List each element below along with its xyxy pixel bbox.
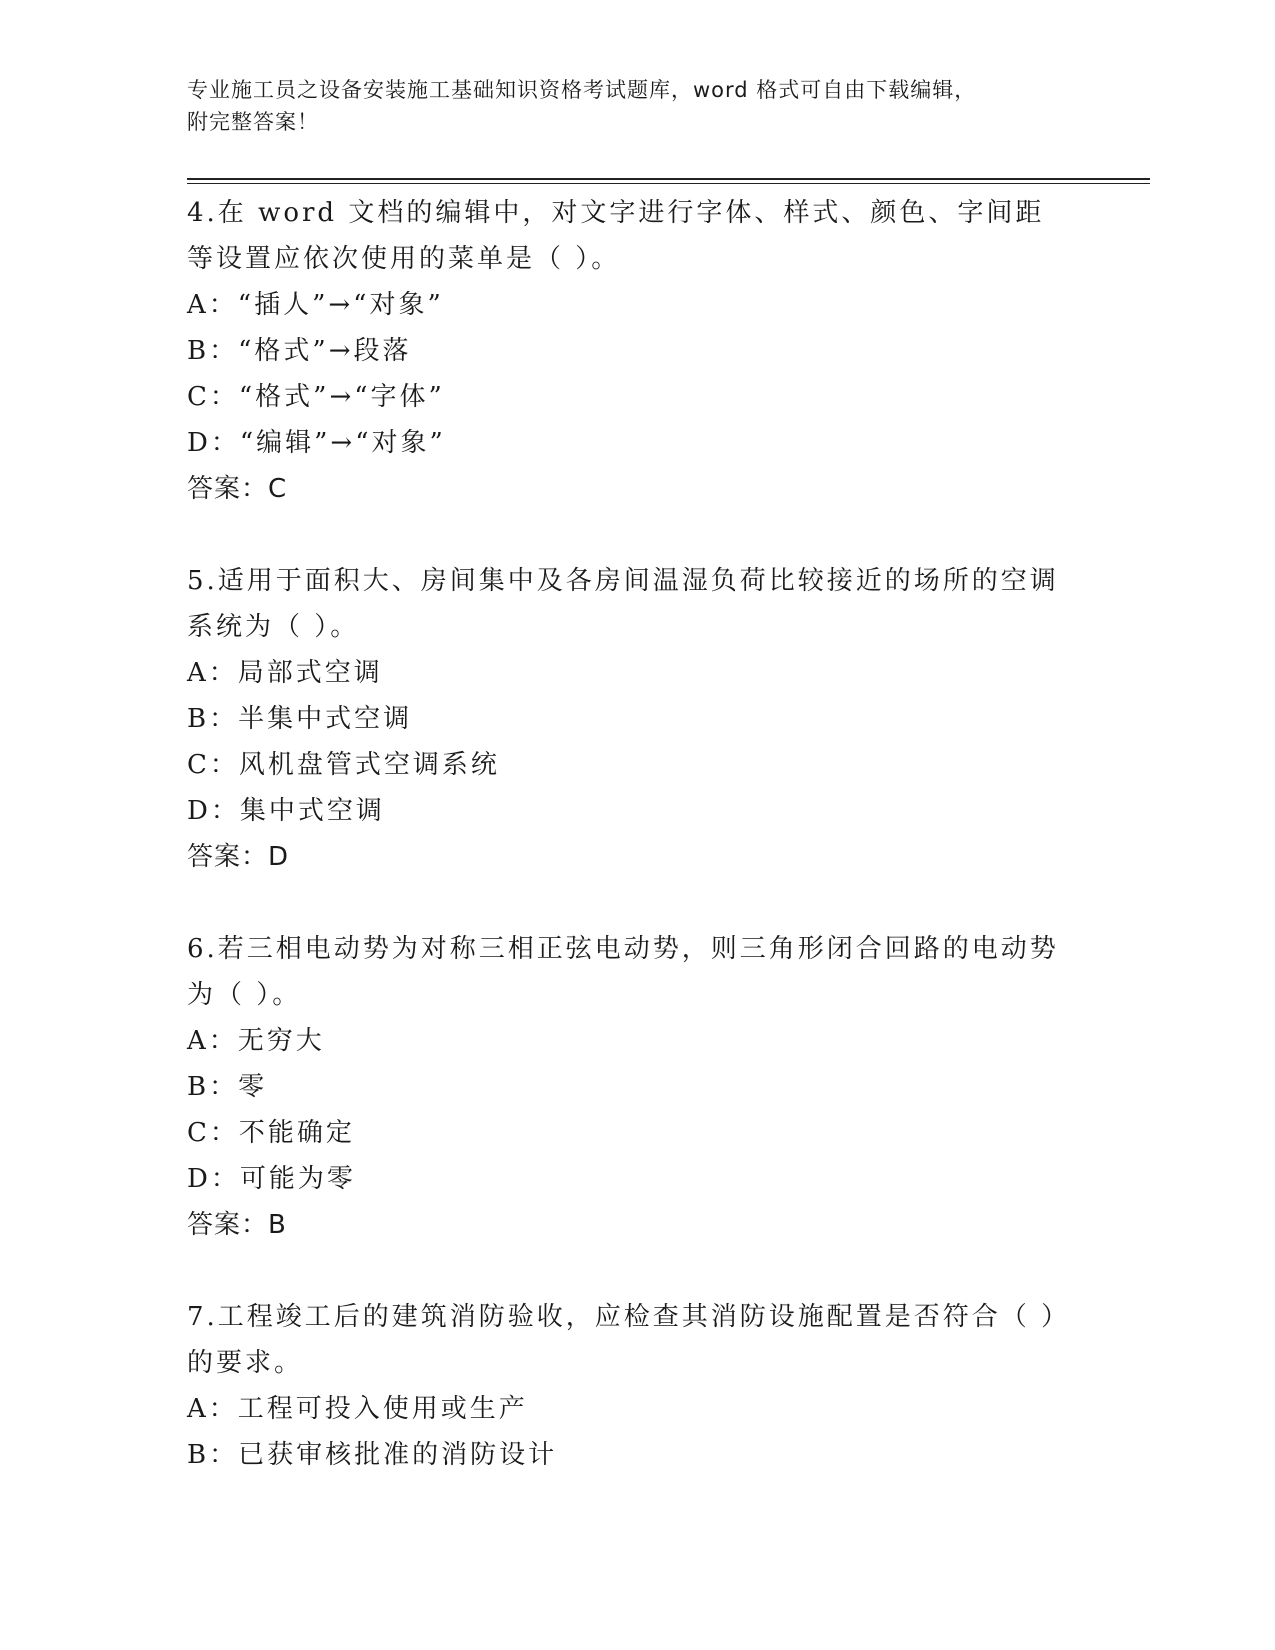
option-b: B：零 (187, 1072, 268, 1102)
option-a: A：局部式空调 (187, 658, 383, 688)
option-c: C：“格式”→“字体” (187, 382, 445, 412)
question-5 (187, 558, 1087, 880)
option-b: B：已获审核批准的消防设计 (187, 1440, 558, 1470)
answer-line: 答案：B (187, 1210, 287, 1240)
option-b: B：半集中式空调 (187, 704, 413, 734)
document-header (187, 74, 1067, 138)
header-line-2: 附完整答案！ (187, 110, 319, 134)
question-text: 4.在 word 文档的编辑中，对文字进行字体、样式、颜色、字间距等设置应依次使用的菜单是（ ）。 (187, 198, 1045, 274)
option-d: D：“编辑”→“对象” (187, 428, 446, 458)
answer-line: 答案：C (187, 474, 288, 504)
header-line-1: 专业施工员之设备安装施工基础知识资格考试题库，word 格式可自由下载编辑， (187, 78, 977, 102)
answer-line: 答案：D (187, 842, 290, 872)
question-7 (187, 1294, 1087, 1478)
option-c: C：不能确定 (187, 1118, 355, 1148)
option-a: A：无穷大 (187, 1026, 325, 1056)
option-c: C：风机盘管式空调系统 (187, 750, 500, 780)
header-divider-thick (187, 178, 1150, 180)
option-a: A：“插人”→“对象” (187, 290, 444, 320)
header-divider-thin (187, 183, 1150, 184)
question-text: 5.适用于面积大、房间集中及各房间温湿负荷比较接近的场所的空调系统为（ ）。 (187, 566, 1059, 642)
question-list (187, 190, 1087, 1524)
option-b: B：“格式”→段落 (187, 336, 412, 366)
question-4 (187, 190, 1087, 512)
question-text: 6.若三相电动势为对称三相正弦电动势，则三角形闭合回路的电动势为（ ）。 (187, 934, 1059, 1010)
question-text: 7.工程竣工后的建筑消防验收，应检查其消防设施配置是否符合（ ）的要求。 (187, 1302, 1058, 1378)
option-d: D：可能为零 (187, 1164, 356, 1194)
option-a: A：工程可投入使用或生产 (187, 1394, 528, 1424)
option-d: D：集中式空调 (187, 796, 385, 826)
question-6 (187, 926, 1087, 1248)
